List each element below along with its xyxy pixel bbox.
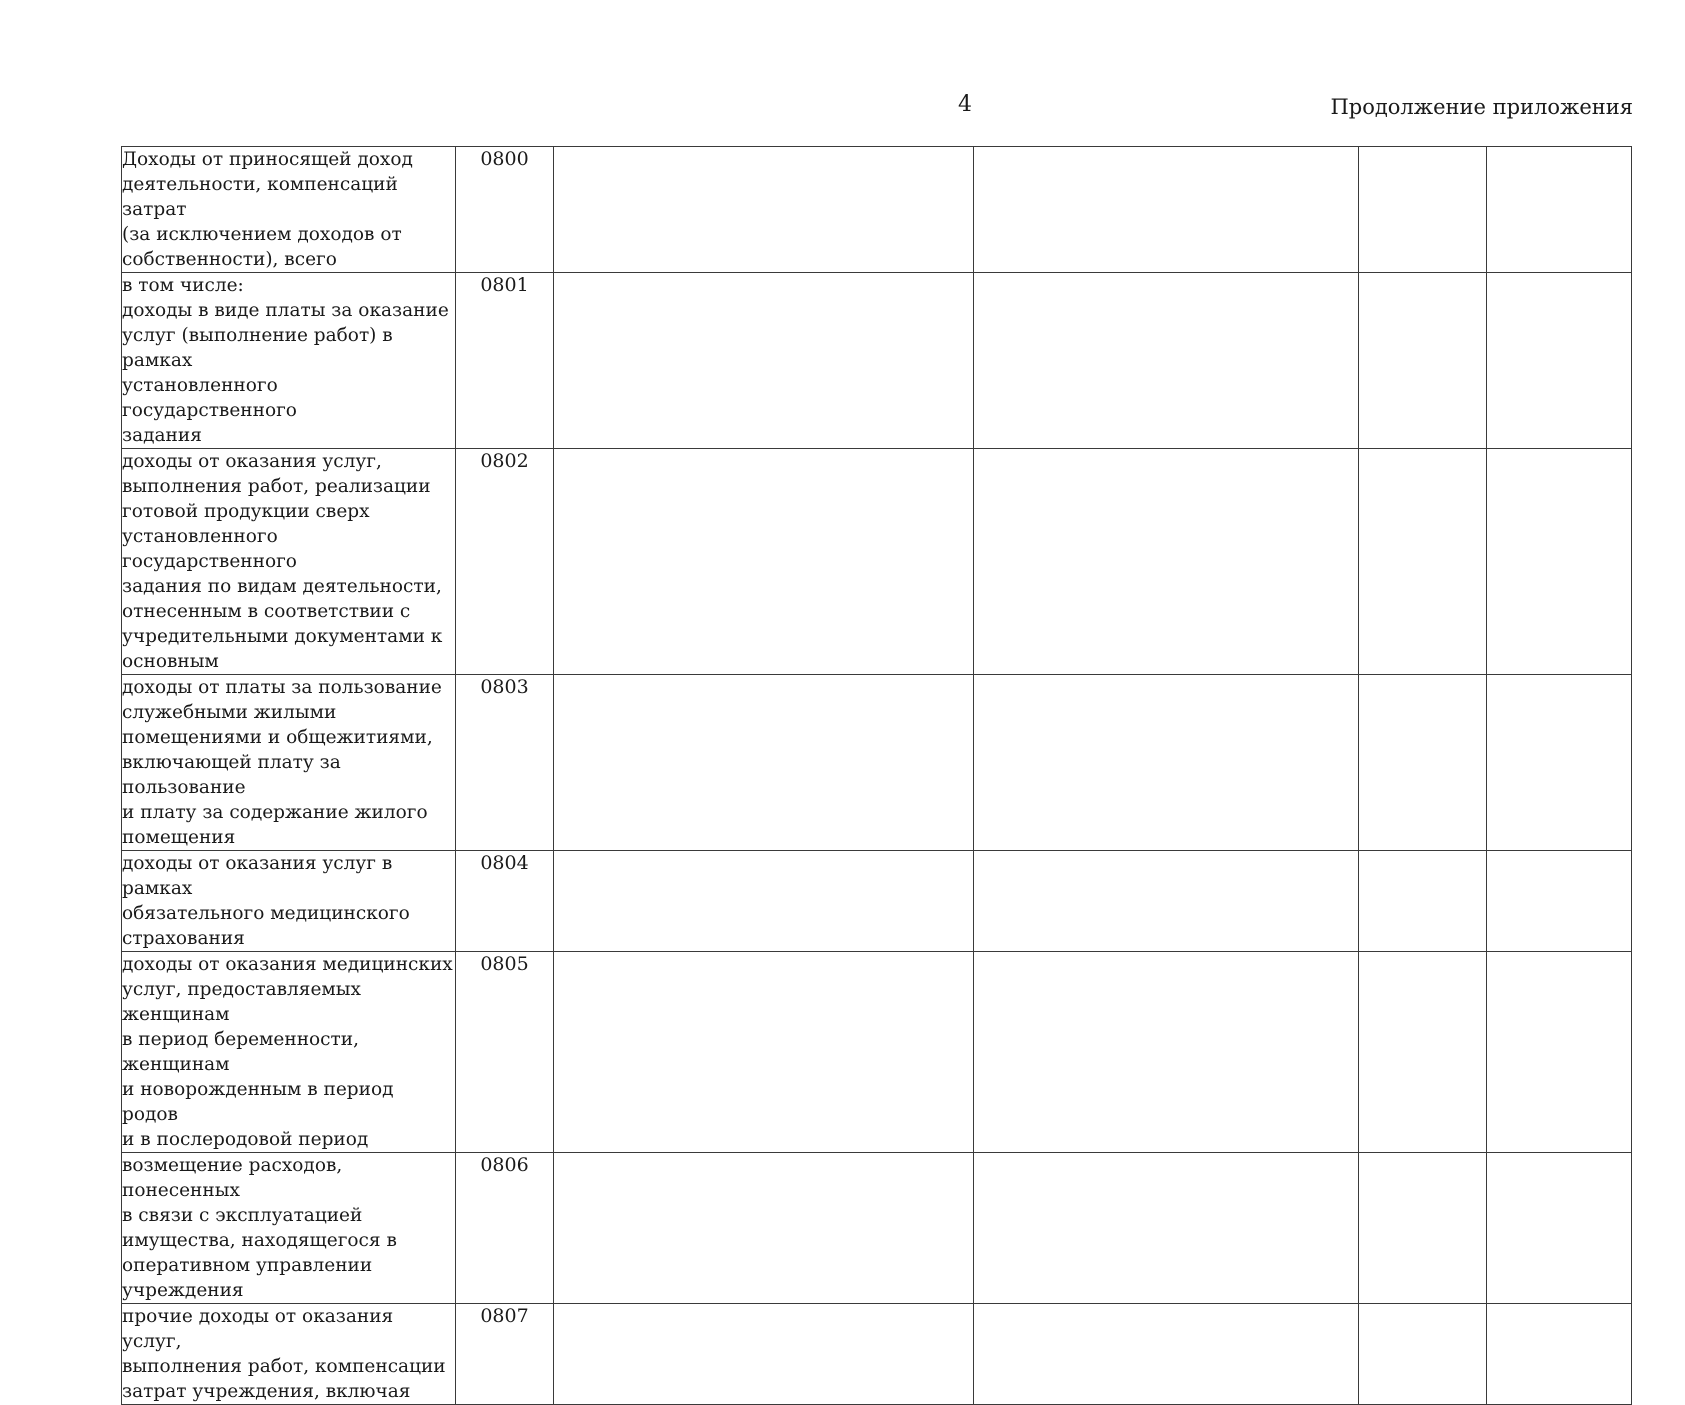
row-description: возмещение расходов, понесенных в связи с эксплуатацией имущества, находящегося в оперативном управлении учреждения	[122, 1153, 456, 1304]
empty-cell	[554, 449, 974, 675]
empty-cell	[554, 851, 974, 952]
row-code: 0801	[456, 273, 554, 449]
empty-cell	[554, 952, 974, 1153]
empty-cell	[554, 147, 974, 273]
empty-cell	[1487, 952, 1632, 1153]
empty-cell	[1487, 1153, 1632, 1304]
empty-cell	[1487, 851, 1632, 952]
empty-cell	[1359, 1153, 1487, 1304]
empty-cell	[974, 1153, 1359, 1304]
empty-cell	[1359, 675, 1487, 851]
table-row	[122, 1304, 1632, 1405]
table-row	[122, 952, 1632, 1153]
page-number: 4	[958, 92, 972, 117]
table-row	[122, 449, 1632, 675]
empty-cell	[554, 273, 974, 449]
row-description: в том числе: доходы в виде платы за оказание услуг (выполнение работ) в рамках установленного государственного задания	[122, 273, 456, 449]
empty-cell	[974, 1304, 1359, 1405]
empty-cell	[974, 851, 1359, 952]
row-description: доходы от платы за пользование служебными жилыми помещениями и общежитиями, включающей плату за пользование и плату за содержание жилого помещения	[122, 675, 456, 851]
empty-cell	[554, 675, 974, 851]
table-row	[122, 273, 1632, 449]
row-description: прочие доходы от оказания услуг, выполнения работ, компенсации затрат учреждения, включая	[122, 1304, 456, 1405]
empty-cell	[554, 1153, 974, 1304]
empty-cell	[1487, 1304, 1632, 1405]
empty-cell	[974, 147, 1359, 273]
empty-cell	[1359, 851, 1487, 952]
table-row	[122, 1153, 1632, 1304]
table-row	[122, 851, 1632, 952]
row-description: доходы от оказания услуг, выполнения работ, реализации готовой продукции сверх установленного государственного задания по видам деятельности, отнесенным в соответствии с учредительными документами к основным	[122, 449, 456, 675]
row-code: 0805	[456, 952, 554, 1153]
row-code: 0800	[456, 147, 554, 273]
table-row	[122, 147, 1632, 273]
row-description: доходы от оказания медицинских услуг, предоставляемых женщинам в период беременности, женщинам и новорожденным в период родов и в послеродовой период	[122, 952, 456, 1153]
row-description: Доходы от приносящей доход деятельности, компенсаций затрат (за исключением доходов от собственности), всего	[122, 147, 456, 273]
table-row	[122, 675, 1632, 851]
row-code: 0802	[456, 449, 554, 675]
empty-cell	[554, 1304, 974, 1405]
empty-cell	[1359, 273, 1487, 449]
empty-cell	[1359, 449, 1487, 675]
row-code: 0803	[456, 675, 554, 851]
empty-cell	[974, 675, 1359, 851]
empty-cell	[1359, 147, 1487, 273]
row-code: 0806	[456, 1153, 554, 1304]
income-table	[121, 146, 1632, 1405]
empty-cell	[974, 952, 1359, 1153]
empty-cell	[1487, 147, 1632, 273]
empty-cell	[1359, 1304, 1487, 1405]
empty-cell	[974, 449, 1359, 675]
row-code: 0807	[456, 1304, 554, 1405]
empty-cell	[974, 273, 1359, 449]
empty-cell	[1487, 449, 1632, 675]
row-description: доходы от оказания услуг в рамках обязательного медицинского страхования	[122, 851, 456, 952]
empty-cell	[1359, 952, 1487, 1153]
row-code: 0804	[456, 851, 554, 952]
page-caption: Продолжение приложения	[1330, 95, 1633, 119]
empty-cell	[1487, 675, 1632, 851]
empty-cell	[1487, 273, 1632, 449]
